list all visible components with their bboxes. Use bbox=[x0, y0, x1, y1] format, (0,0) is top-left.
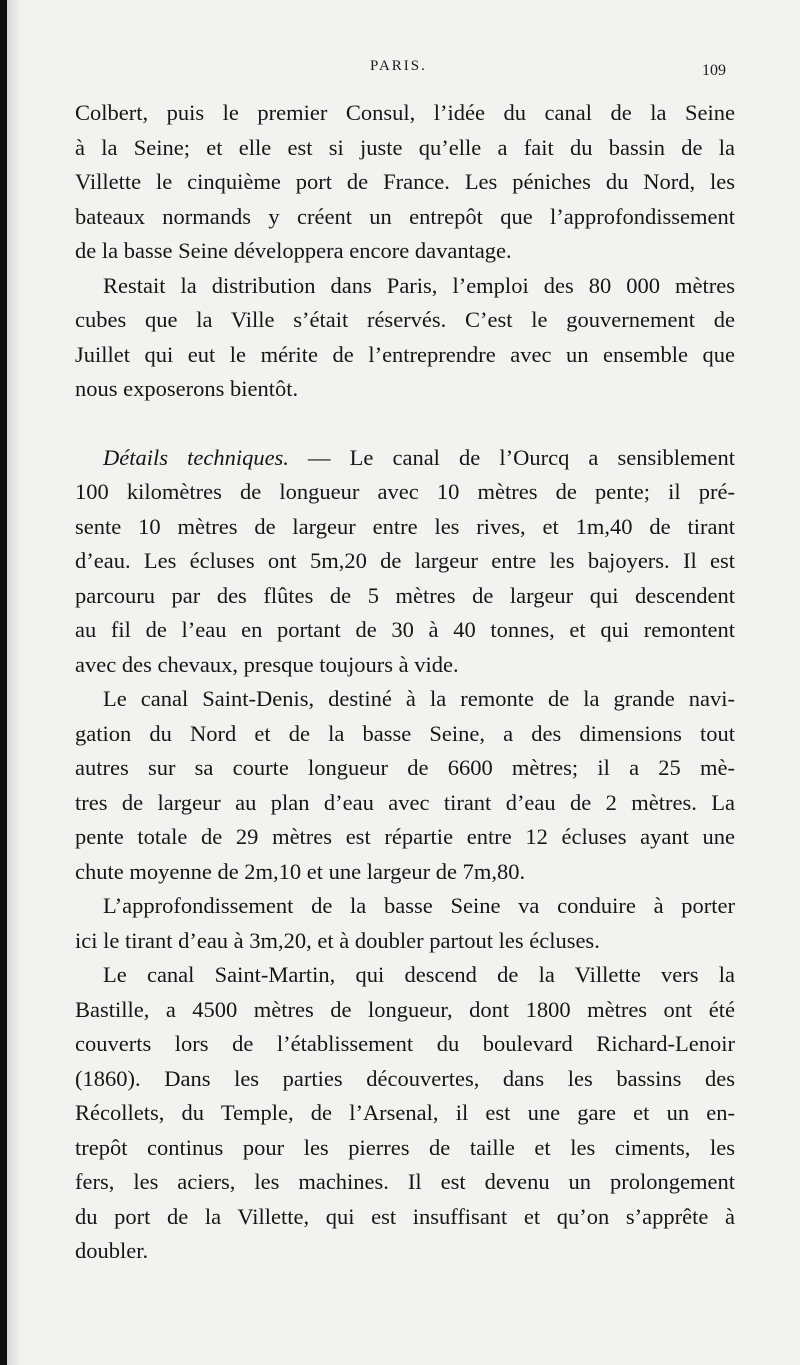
running-title: PARIS. bbox=[370, 58, 427, 74]
text-line: ici le tirant d’eau à 3m,20, et à doubler partout les écluses. bbox=[75, 927, 600, 953]
text-line: bateaux normands y créent un entrepôt que l’approfondissement bbox=[75, 203, 735, 229]
text-line: Bastille, a 4500 mètres de longueur, dont 1800 mètres ont été bbox=[75, 996, 735, 1022]
text-line: sente 10 mètres de largeur entre les rives, et 1m,40 de tirant bbox=[75, 513, 735, 539]
text-line: au fil de l’eau en portant de 30 à 40 tonnes, et qui remontent bbox=[75, 617, 735, 642]
text-line: d’eau. Les écluses ont 5m,20 de largeur entre les bajoyers. Il est bbox=[75, 548, 735, 573]
text-line: Restait la distribution dans Paris, l’emploi des 80 000 mètres bbox=[103, 272, 735, 298]
text-line: Villette le cinquième port de France. Les péniches du Nord, les bbox=[75, 169, 735, 194]
text-run: — Le canal de l’Ourcq a sensiblement bbox=[308, 444, 735, 470]
text-line: à la Seine; et elle est si juste qu’elle a fait du bassin de la bbox=[75, 134, 735, 160]
text-line: Le canal Saint-Denis, destiné à la remonte de la grande navi- bbox=[103, 686, 735, 711]
text-line: cubes que la Ville s’était réservés. C’est le gouvernement de bbox=[75, 307, 735, 332]
text-line: couverts lors de l’établissement du boulevard Richard-Lenoir bbox=[75, 1031, 735, 1056]
body-text bbox=[75, 96, 735, 1269]
page-gutter bbox=[0, 0, 7, 1365]
text-line: L’approfondissement de la basse Seine va conduire à porter bbox=[103, 893, 735, 918]
gutter-shadow bbox=[7, 0, 21, 1365]
text-line: (1860). Dans les parties découvertes, dans les bassins des bbox=[75, 1065, 735, 1091]
section-gap bbox=[75, 407, 735, 441]
text-line: de la basse Seine développera encore davantage. bbox=[75, 238, 512, 263]
running-header bbox=[0, 58, 800, 88]
text-line: Le canal Saint-Martin, qui descend de la Villette vers la bbox=[103, 962, 735, 987]
section-heading: Détails techniques. bbox=[103, 444, 289, 470]
text-line: trepôt continus pour les pierres de taille et les ciments, les bbox=[75, 1134, 735, 1160]
text-line bbox=[75, 441, 735, 476]
text-line: 100 kilomètres de longueur avec 10 mètres de pente; il pré- bbox=[75, 479, 735, 504]
text-line: Récollets, du Temple, de l’Arsenal, il est une gare et un en- bbox=[75, 1100, 735, 1125]
text-line: pente totale de 29 mètres est répartie entre 12 écluses ayant une bbox=[75, 824, 735, 849]
text-line: avec des chevaux, presque toujours à vide. bbox=[75, 651, 459, 677]
text-line: doubler. bbox=[75, 1238, 149, 1263]
text-line: gation du Nord et de la basse Seine, a des dimensions tout bbox=[75, 720, 735, 746]
text-line: fers, les aciers, les machines. Il est devenu un prolongement bbox=[75, 1169, 735, 1194]
page-number: 109 bbox=[702, 62, 726, 79]
text-line: Colbert, puis le premier Consul, l’idée du canal de la Seine bbox=[75, 100, 735, 125]
text-line: autres sur sa courte longueur de 6600 mètres; il a 25 mè- bbox=[75, 755, 735, 780]
text-line: chute moyenne de 2m,10 et une largeur de 7m,80. bbox=[75, 858, 526, 884]
text-line: tres de largeur au plan d’eau avec tirant d’eau de 2 mètres. La bbox=[75, 789, 735, 815]
text-line: du port de la Villette, qui est insuffisant et qu’on s’apprête à bbox=[75, 1203, 735, 1229]
text-line: parcouru par des flûtes de 5 mètres de largeur qui descendent bbox=[75, 582, 735, 608]
text-line: nous exposerons bientôt. bbox=[75, 376, 299, 401]
text-line: Juillet qui eut le mérite de l’entreprendre avec un ensemble que bbox=[75, 341, 735, 367]
